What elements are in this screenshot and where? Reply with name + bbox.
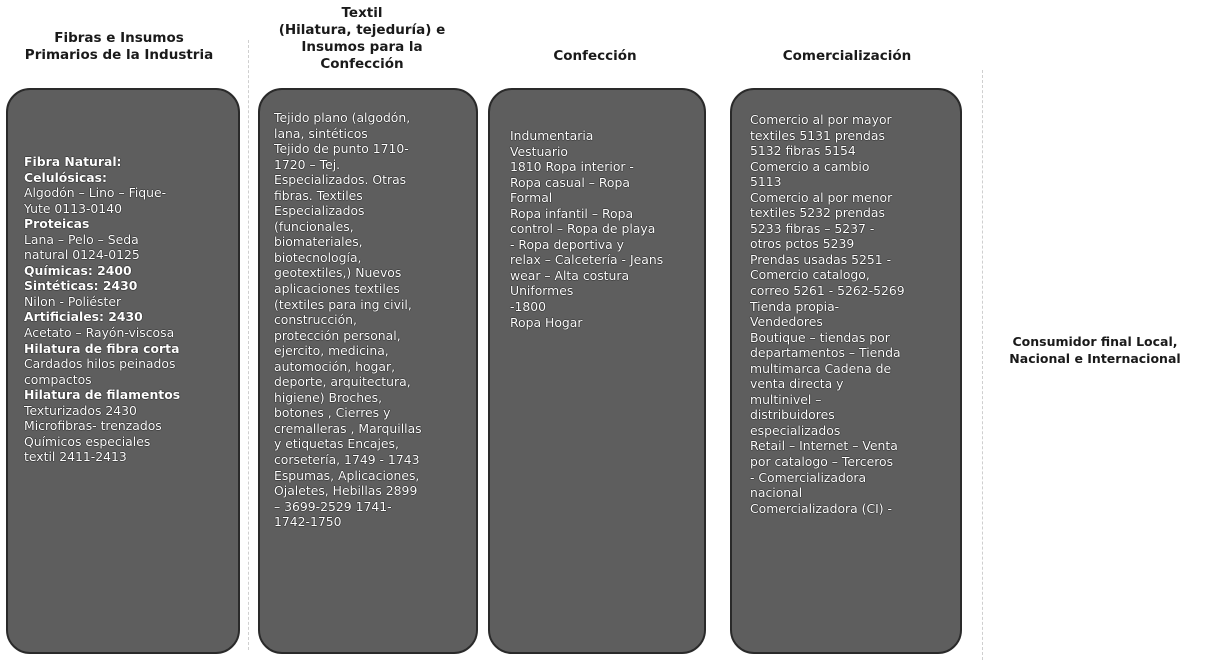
box-text-line: higiene) Broches,	[274, 389, 383, 405]
box-text-line: Espumas, Aplicaciones,	[274, 467, 420, 483]
box-fibras-text	[24, 154, 228, 465]
box-comercializacion	[730, 88, 962, 654]
final-consumer-line: Nacional e Internacional	[1009, 351, 1181, 366]
box-text-line: Ojaletes, Hebillas 2899	[274, 483, 418, 499]
box-text-line: Comercializadora (CI) -	[750, 500, 893, 516]
box-text-line: textiles 5131 prendas	[750, 127, 885, 143]
box-text-line: Ropa casual – Ropa	[510, 174, 630, 190]
box-text-line: Tejido plano (algodón,	[274, 110, 411, 125]
box-text-line: 1720 – Tej.	[274, 156, 341, 172]
box-textil	[258, 88, 478, 654]
box-text-line: 1742-1750	[274, 514, 342, 530]
box-text-line: aplicaciones textiles	[274, 281, 400, 297]
box-text-line: Comercio catalogo,	[750, 267, 870, 283]
box-text-line: Hilatura de fibra corta	[24, 340, 180, 356]
divider-left	[248, 40, 249, 650]
box-text-line: Retail – Internet – Venta	[750, 438, 898, 454]
box-text-line: y etiquetas Encajes,	[274, 436, 399, 452]
box-comercializacion-text	[750, 112, 950, 516]
box-text-line: Vendedores	[750, 314, 823, 330]
box-text-line: venta directa y	[750, 376, 844, 392]
box-text-line: Microfibras- trenzados	[24, 418, 162, 434]
box-text-line: Yute 0113-0140	[24, 200, 122, 216]
divider-right	[982, 70, 983, 660]
box-text-line: Tejido de punto 1710-	[274, 141, 409, 157]
heading-line: Fibras e Insumos	[54, 30, 184, 46]
box-confeccion-text	[510, 128, 694, 330]
box-text-line: Fibra Natural:	[24, 154, 122, 169]
box-text-line: lana, sintéticos	[274, 125, 368, 141]
box-text-line: Especializados. Otras	[274, 172, 407, 188]
box-text-line: Texturizados 2430	[24, 402, 137, 418]
box-text-line: Comercio al por menor	[750, 189, 893, 205]
heading-line: Textil	[341, 5, 383, 21]
box-text-line: corsetería, 1749 - 1743	[274, 452, 420, 468]
box-text-line: Sintéticas: 2430	[24, 278, 138, 294]
box-text-line: Comercio al por mayor	[750, 112, 892, 127]
box-text-line: geotextiles,) Nuevos	[274, 265, 402, 281]
box-text-line: Hilatura de filamentos	[24, 387, 181, 403]
box-text-line: Comercio a cambio	[750, 158, 870, 174]
box-text-line: automoción, hogar,	[274, 358, 396, 374]
heading-line: Insumos para la	[301, 39, 423, 55]
box-text-line: Tienda propia-	[750, 298, 840, 314]
box-text-line: Químicas: 2400	[24, 262, 132, 278]
box-text-line: protección personal,	[274, 327, 401, 343]
heading-fibras	[6, 30, 232, 64]
heading-textil	[252, 5, 472, 73]
box-text-line: construcción,	[274, 312, 357, 328]
box-text-line: Nilon - Poliéster	[24, 293, 122, 309]
box-text-line: - Ropa deportiva y	[510, 236, 624, 252]
box-textil-text	[274, 110, 466, 530]
heading-line: (Hilatura, tejeduría) e	[278, 22, 446, 38]
box-text-line: botones , Cierres y	[274, 405, 391, 421]
box-text-line: -1800	[510, 299, 547, 315]
box-text-line: Boutique – tiendas por	[750, 329, 890, 345]
box-text-line: por catalogo – Terceros	[750, 454, 894, 470]
box-text-line: wear – Alta costura	[510, 267, 630, 283]
final-consumer-line: Consumidor final Local,	[1012, 334, 1178, 349]
box-text-line: cremalleras , Marquillas	[274, 420, 422, 436]
final-consumer-label	[984, 333, 1206, 367]
box-text-line: compactos	[24, 371, 92, 387]
box-text-line: Especializados	[274, 203, 365, 219]
box-text-line: deporte, arquitectura,	[274, 374, 411, 390]
box-text-line: - Comercializadora	[750, 469, 867, 485]
box-text-line: natural 0124-0125	[24, 247, 140, 263]
box-confeccion	[488, 88, 706, 654]
box-text-line: Ropa infantil – Ropa	[510, 205, 634, 221]
box-text-line: textil 2411-2413	[24, 449, 127, 465]
box-text-line: Ropa Hogar	[510, 314, 583, 330]
box-text-line: 5113	[750, 174, 782, 190]
box-text-line: control – Ropa de playa	[510, 221, 656, 237]
box-text-line: textiles 5232 prendas	[750, 205, 885, 221]
box-text-line: multinivel –	[750, 391, 822, 407]
box-text-line: Indumentaria	[510, 128, 594, 143]
box-text-line: distribuidores	[750, 407, 835, 423]
box-text-line: biomateriales,	[274, 234, 363, 250]
box-text-line: Cardados hilos peinados	[24, 356, 176, 372]
box-text-line: especializados	[750, 422, 841, 438]
box-text-line: ejercito, medicina,	[274, 343, 389, 359]
box-text-line: 5132 fibras 5154	[750, 143, 856, 159]
heading-line: Primarios de la Industria	[24, 47, 214, 63]
box-text-line: Algodón – Lino – Fique-	[24, 185, 167, 201]
box-text-line: Artificiales: 2430	[24, 309, 143, 325]
heading-line: Confección	[553, 48, 637, 64]
box-text-line: Uniformes	[510, 283, 574, 299]
box-text-line: relax – Calcetería - Jeans	[510, 252, 664, 268]
box-text-line: Vestuario	[510, 143, 569, 159]
box-text-line: Celulósicas:	[24, 169, 107, 185]
heading-confeccion	[490, 48, 700, 65]
box-text-line: correo 5261 - 5262-5269	[750, 283, 905, 299]
box-text-line: Prendas usadas 5251 -	[750, 251, 892, 267]
box-text-line: Químicos especiales	[24, 433, 151, 449]
box-text-line: Lana – Pelo – Seda	[24, 231, 139, 247]
box-text-line: nacional	[750, 485, 803, 501]
box-text-line: Proteicas	[24, 216, 90, 232]
box-text-line: Formal	[510, 190, 553, 206]
box-text-line: Acetato – Rayón-viscosa	[24, 325, 175, 341]
heading-line: Confección	[320, 56, 404, 72]
box-text-line: 5233 fibras – 5237 -	[750, 220, 875, 236]
box-text-line: (textiles para ing civil,	[274, 296, 412, 312]
box-text-line: – 3699-2529 1741-	[274, 498, 392, 514]
heading-line: Comercialización	[782, 48, 912, 64]
box-text-line: departamentos – Tienda	[750, 345, 901, 361]
box-fibras	[6, 88, 240, 654]
box-text-line: fibras. Textiles	[274, 187, 363, 203]
box-text-line: (funcionales,	[274, 218, 354, 234]
heading-comercializacion	[736, 48, 958, 65]
box-text-line: 1810 Ropa interior -	[510, 159, 634, 175]
box-text-line: multimarca Cadena de	[750, 360, 892, 376]
box-text-line: otros pctos 5239	[750, 236, 855, 252]
box-text-line: biotecnología,	[274, 249, 362, 265]
